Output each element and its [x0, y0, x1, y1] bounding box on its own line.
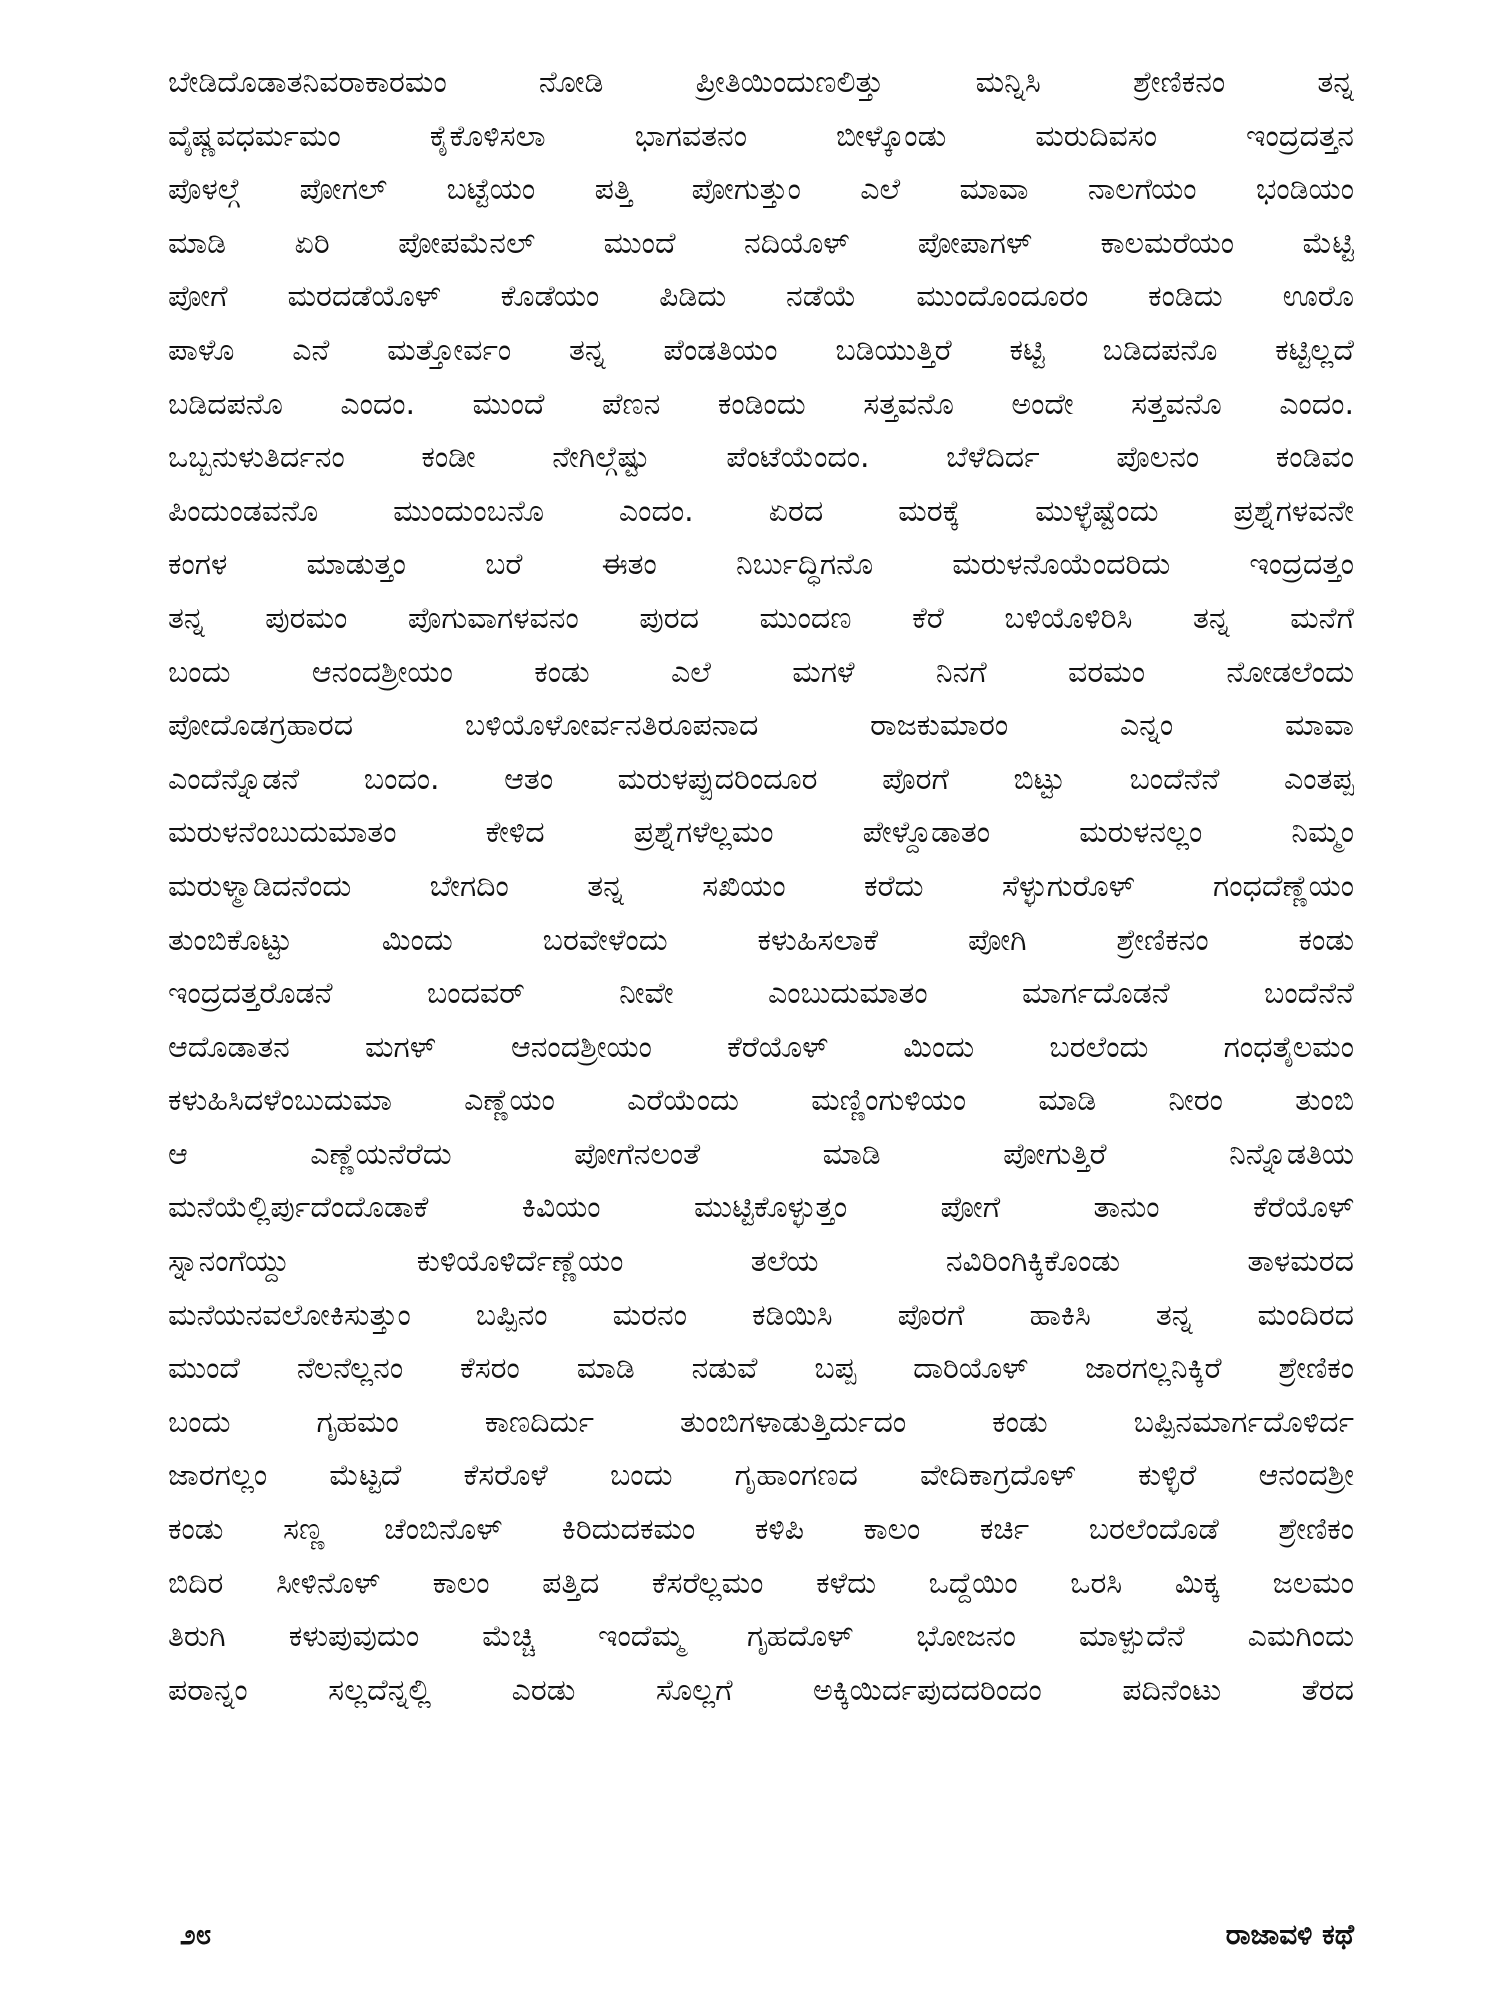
- text-line: ಕಂಡು ಸಣ್ಣ ಚೆಂಬಿನೊಳ್ ಕಿರಿದುದಕಮಂ ಕಳಿಪಿ ಕಾಲಂ ಕರ್ಚಿ ಬರಲೆಂದೊಡೆ ಶ್ರೇಣಿಕಂ: [168, 1512, 1354, 1548]
- text-line: ಬಡಿದಪನೊ ಎಂದಂ. ಮುಂದೆ ಪೆಣನ ಕಂಡಿಂದು ಸತ್ತವನೊ ಅಂದೇ ಸತ್ತವನೊ ಎಂದಂ.: [168, 386, 1354, 422]
- text-line: ಪೋದೊಡಗ್ರಹಾರದ ಬಳಿಯೊಳೋರ್ವನತಿರೂಪನಾದ ರಾಜಕುಮಾರಂ ಎನ್ನಂ ಮಾವಾ: [168, 708, 1354, 744]
- text-line: ಜಾರಗಲ್ಲಂ ಮೆಟ್ಟದೆ ಕೆಸರೊಳೆ ಬಂದು ಗೃಹಾಂಗಣದ ವೇದಿಕಾಗ್ರದೊಳ್ ಕುಳ್ಳಿರೆ ಆನಂದಶ್ರೀ: [168, 1458, 1354, 1494]
- text-line: ಕಳುಹಿಸಿದಳೆಂಬುದುಮಾ ಎಣ್ಣೆಯಂ ಎರೆಯೆಂದು ಮಣ್ಣಿಂಗುಳಿಯಂ ಮಾಡಿ ನೀರಂ ತುಂಬಿ: [168, 1083, 1354, 1119]
- text-line: ತಿರುಗಿ ಕಳುಪುವುದುಂ ಮೆಚ್ಚಿ ಇಂದೆಮ್ಮ ಗೃಹದೊಳ್ ಭೋಜನಂ ಮಾಳ್ಪುದೆನೆ ಎಮಗಿಂದು: [168, 1619, 1354, 1655]
- text-line: ಬಂದು ಆನಂದಶ್ರೀಯಂ ಕಂಡು ಎಲೆ ಮಗಳೆ ನಿನಗೆ ವರಮಂ ನೋಡಲೆಂದು: [168, 654, 1354, 690]
- text-line: ಪಾಳೊ ಎನೆ ಮತ್ತೋರ್ವಂ ತನ್ನ ಪೆಂಡತಿಯಂ ಬಡಿಯುತ್ತಿರೆ ಕಟ್ಟಿ ಬಡಿದಪನೊ ಕಟ್ಟಿಲ್ಲದೆ: [168, 332, 1354, 368]
- text-line: ಪೊಳಲ್ಗೆ ಪೋಗಲ್ ಬಟ್ಟೆಯಂ ಪತ್ತಿ ಪೋಗುತ್ತುಂ ಎಲೆ ಮಾವಾ ನಾಲಗೆಯಂ ಭಂಡಿಯಂ: [168, 172, 1354, 208]
- text-line: ಮನೆಯೆಲ್ಲಿರ್ಪುದೆಂದೊಡಾಕೆ ಕಿವಿಯಂ ಮುಟ್ಟಿಕೊಳ್ಳುತ್ತಂ ಪೋಗೆ ತಾನುಂ ಕೆರೆಯೊಳ್: [168, 1190, 1354, 1226]
- text-line: ಪಿಂದುಂಡವನೊ ಮುಂದುಂಬನೊ ಎಂದಂ. ಏರದ ಮರಕ್ಕೆ ಮುಳ್ಳೆಷ್ಟೆಂದು ಪ್ರಶ್ನೆಗಳವನೇ: [168, 493, 1354, 529]
- text-line: ಎಂದೆನ್ನೊಡನೆ ಬಂದಂ. ಆತಂ ಮರುಳಪ್ಪುದರಿಂದೂರ ಪೊರಗೆ ಬಿಟ್ಟು ಬಂದೆನೆನೆ ಎಂತಪ್ಪ: [168, 761, 1354, 797]
- text-line: ಒಬ್ಬನುಳುತಿರ್ದನಂ ಕಂಡೀ ನೇಗಿಲ್ಗೆಷ್ಟು ಪೆಂಟೆಯೆಂದಂ. ಬೆಳೆದಿರ್ದ ಪೊಲನಂ ಕಂಡಿವಂ: [168, 440, 1354, 476]
- text-line: ಬೇಡಿದೊಡಾತನಿವರಾಕಾರಮಂ ನೋಡಿ ಪ್ರೀತಿಯಿಂದುಣಲಿತ್ತು ಮನ್ನಿಸಿ ಶ್ರೇಣಿಕನಂ ತನ್ನ: [168, 65, 1354, 100]
- text-line: ಆದೊಡಾತನ ಮಗಳ್ ಆನಂದಶ್ರೀಯಂ ಕೆರೆಯೊಳ್ ಮಿಂದು ಬರಲೆಂದು ಗಂಧತೈಲಮಂ: [168, 1029, 1354, 1065]
- text-line: ವೈಷ್ಣವಧರ್ಮಮಂ ಕೈಕೊಳಿಸಲಾ ಭಾಗವತನಂ ಬೀಳ್ಕೊಂಡು ಮರುದಿವಸಂ ಇಂದ್ರದತ್ತನ: [168, 118, 1354, 154]
- page-footer: [180, 1918, 1354, 1958]
- text-line: ಮನೆಯನವಲೋಕಿಸುತ್ತುಂ ಬಪ್ಪಿನಂ ಮರನಂ ಕಡಿಯಿಸಿ ಪೊರಗೆ ಹಾಕಿಸಿ ತನ್ನ ಮಂದಿರದ: [168, 1297, 1354, 1333]
- text-line: ಆ ಎಣ್ಣೆಯನೆರೆದು ಪೋಗೆನಲಂತೆ ಮಾಡಿ ಪೋಗುತ್ತಿರೆ ನಿನ್ನೊಡತಿಯ: [168, 1136, 1354, 1172]
- text-line: ಪೋಗೆ ಮರದಡೆಯೊಳ್ ಕೊಡೆಯಂ ಪಿಡಿದು ನಡೆಯೆ ಮುಂದೊಂದೂರಂ ಕಂಡಿದು ಊರೊ: [168, 279, 1354, 315]
- text-line: ತನ್ನ ಪುರಮಂ ಪೊಗುವಾಗಳವನಂ ಪುರದ ಮುಂದಣ ಕೆರೆ ಬಳಿಯೊಳಿರಿಸಿ ತನ್ನ ಮನೆಗೆ: [168, 600, 1354, 636]
- text-line: ಮರುಳ್ಮಾಡಿದನೆಂದು ಬೇಗದಿಂ ತನ್ನ ಸಖಿಯಂ ಕರೆದು ಸೆಳ್ಳುಗುರೊಳ್ ಗಂಧದೆಣ್ಣೆಯಂ: [168, 868, 1354, 904]
- text-line: ಬಂದು ಗೃಹಮಂ ಕಾಣದಿರ್ದು ತುಂಬಿಗಳಾಡುತ್ತಿರ್ದುದಂ ಕಂಡು ಬಪ್ಪಿನಮಾರ್ಗದೊಳಿರ್ದ: [168, 1404, 1354, 1440]
- body-text: [168, 56, 1354, 1717]
- text-line: ಸ್ನಾನಂಗೆಯ್ದು ಕುಳಿಯೊಳಿರ್ದೆಣ್ಣೆಯಂ ತಲೆಯ ನವಿರಿಂಗಿಕ್ಕಿಕೊಂಡು ತಾಳಮರದ: [168, 1244, 1354, 1280]
- text-line: ಕಂಗಳ ಮಾಡುತ್ತಂ ಬರೆ ಈತಂ ನಿರ್ಬುದ್ಧಿಗನೊ ಮರುಳನೊಯೆಂದರಿದು ಇಂದ್ರದತ್ತಂ: [168, 547, 1354, 583]
- text-line: ತುಂಬಿಕೊಟ್ಟು ಮಿಂದು ಬರವೇಳೆಂದು ಕಳುಹಿಸಲಾಕೆ ಪೋಗಿ ಶ್ರೇಣಿಕನಂ ಕಂಡು: [168, 922, 1354, 958]
- text-line: ಮುಂದೆ ನೆಲನೆಲ್ಲನಂ ಕೆಸರಂ ಮಾಡಿ ನಡುವೆ ಬಪ್ಪ ದಾರಿಯೊಳ್ ಜಾರಗಲ್ಲನಿಕ್ಕಿರೆ ಶ್ರೇಣಿಕಂ: [168, 1351, 1354, 1387]
- text-line: ಮರುಳನೆಂಬುದುಮಾತಂ ಕೇಳಿದ ಪ್ರಶ್ನೆಗಳೆಲ್ಲಮಂ ಪೇಳ್ದೊಡಾತಂ ಮರುಳನಲ್ಲಂ ನಿಮ್ಮಂ: [168, 815, 1354, 851]
- text-line: ಬಿದಿರ ಸೀಳಿನೊಳ್ ಕಾಲಂ ಪತ್ತಿದ ಕೆಸರೆಲ್ಲಮಂ ಕಳೆದು ಒದ್ದೆಯಿಂ ಒರಸಿ ಮಿಕ್ಕ ಜಲಮಂ: [168, 1565, 1354, 1601]
- page-number: ೨೮: [180, 1918, 212, 1951]
- running-title: ರಾಜಾವಳಿ ಕಥೆ: [1225, 1918, 1354, 1951]
- text-line: ಪರಾನ್ನಂ ಸಲ್ಲದೆನ್ನಲ್ಲಿ ಎರಡು ಸೊಲ್ಲಗೆ ಅಕ್ಕಿಯಿರ್ದಪುದದರಿಂದಂ ಪದಿನೆಂಟು ತೆರದ: [168, 1672, 1354, 1708]
- text-line: ಮಾಡಿ ಏರಿ ಪೋಪಮೆನಲ್ ಮುಂದೆ ನದಿಯೊಳ್ ಪೋಪಾಗಳ್ ಕಾಲಮರೆಯಂ ಮೆಟ್ಟಿ: [168, 225, 1354, 261]
- text-line: ಇಂದ್ರದತ್ತರೊಡನೆ ಬಂದವರ್ ನೀವೇ ಎಂಬುದುಮಾತಂ ಮಾರ್ಗದೊಡನೆ ಬಂದೆನೆನೆ: [168, 976, 1354, 1012]
